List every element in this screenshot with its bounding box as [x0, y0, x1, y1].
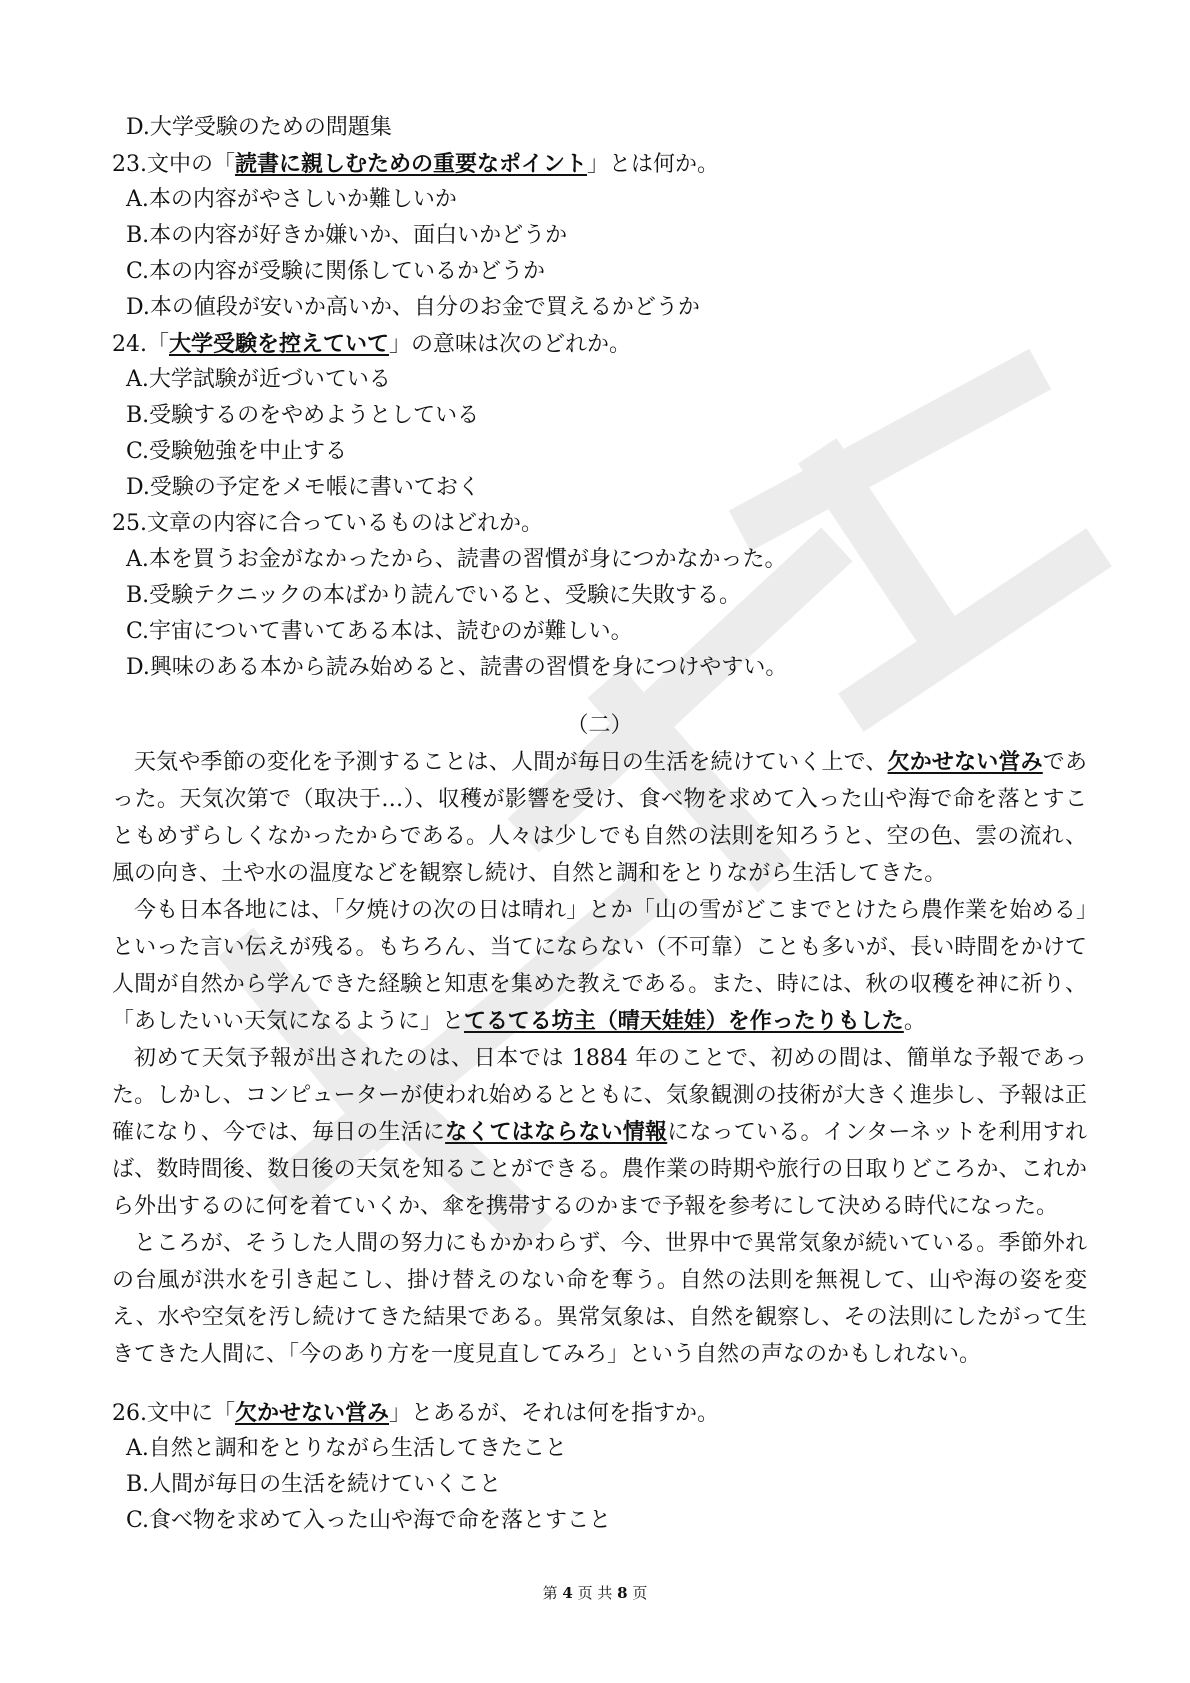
q26-option-a: A.自然と調和をとりながら生活してきたこと	[126, 1436, 567, 1461]
q24-stem-prefix: 24.「	[112, 332, 169, 357]
p2-underlined-phrase: てるてる坊主（晴天娃娃）を作ったりもした	[464, 1008, 904, 1034]
p1-text-after: であった。天気次第で（取决于…）、収穫が影響を受け、食べ物を求めて入った山や海で命を落とすこともめずらしくなかったからである。人々は少しでも自然の法則を知ろうと、空の色、雲の流れ、風の向き、土や水の温度などを観察し続け、自然と調和をとりながら生活してきた。	[112, 750, 1087, 886]
q25-option-d: D.興味のある本から読み始めると、読書の習慣を身につけやすい。	[126, 655, 788, 680]
passage-paragraph-3	[112, 1040, 1087, 1225]
p1-underlined-phrase: 欠かせない営み	[887, 749, 1043, 775]
page-footer	[0, 1582, 1190, 1603]
q23-stem	[112, 146, 1087, 182]
q23-option-a: A.本の内容がやさしいか難しいか	[126, 187, 457, 212]
q25-stem: 25.文章の内容に合っているものはどれか。	[112, 511, 543, 536]
q26-stem	[112, 1395, 1087, 1431]
total-pages: 8	[617, 1584, 628, 1602]
p2-text-after: 。	[903, 1009, 926, 1034]
exam-page	[112, 110, 1087, 1539]
q23-option-c: C.本の内容が受験に関係しているかどうか	[126, 259, 546, 284]
q25-option-b: B.受験テクニックの本ばかり読んでいると、受験に失敗する。	[126, 583, 741, 608]
p3-text-before: 初めて天気予報が出されたのは、日本では 1884 年のことで、初めの間は、簡単な予報であった。しかし、コンピューターが使われ始めるとともに、気象観測の技術が大きく進歩し、予報は正確になり、今では、毎日の生活に	[112, 1046, 1087, 1145]
q23-stem-prefix: 23.文中の「	[112, 152, 235, 177]
q24-option-c: C.受験勉強を中止する	[126, 439, 348, 464]
q24-stem	[112, 326, 1087, 362]
q26-stem-suffix: 」とあるが、それは何を指すか。	[389, 1401, 720, 1426]
q26-option-b: B.人間が毎日の生活を続けていくこと	[126, 1472, 502, 1497]
q26-underlined-phrase: 欠かせない営み	[235, 1400, 390, 1426]
passage-paragraph-4: ところが、そうした人間の努力にもかかわらず、今、世界中で異常気象が続いている。季節外れの台風が洪水を引き起こし、掛け替えのない命を奪う。自然の法則を無視して、山や海の姿を変え、水や空気を汚し続けてきた結果である。異常気象は、自然を観察し、その法則にしたがって生きてきた人間に、「今のあり方を一度見直してみろ」という自然の声なのかもしれない。	[112, 1231, 1087, 1367]
footer-middle: 页 共	[577, 1584, 613, 1602]
spacer	[112, 1373, 1087, 1395]
q25-option-a: A.本を買うお金がなかったから、読書の習慣が身につかなかった。	[126, 547, 787, 572]
passage-paragraph-2	[112, 892, 1087, 1040]
q23-stem-suffix: 」とは何か。	[587, 152, 720, 177]
section-title: （二）	[566, 713, 633, 738]
q25-option-c: C.宇宙について書いてある本は、読むのが難しい。	[126, 619, 633, 644]
q23-option-b: B.本の内容が好きか嫌いか、面白いかどうか	[126, 223, 568, 248]
q24-option-b: B.受験するのをやめようとしている	[126, 403, 480, 428]
footer-prefix: 第	[542, 1584, 558, 1602]
passage-paragraph-1	[112, 744, 1087, 892]
p3-text-after: になっている。インターネットを利用すれば、数時間後、数日後の天気を知ることができる。農作業の時期や旅行の日取りどころか、これから外出するのに何を着ていくか、傘を携帯するのかまで予報を参考にして決める時代になった。	[112, 1120, 1087, 1219]
q24-underlined-phrase: 大学受験を控えていて	[169, 331, 390, 357]
p1-text-before: 天気や季節の変化を予測することは、人間が毎日の生活を続けていく上で、	[134, 750, 888, 775]
q26-option-c: C.食べ物を求めて入った山や海で命を落とすこと	[126, 1508, 612, 1533]
p2-text-before: 今も日本各地には、「夕焼けの次の日は晴れ」とか「山の雪がどこまでとけたら農作業を始める」といった言い伝えが残る。もちろん、当てにならない（不可靠）ことも多いが、長い時間をかけて人間が自然から学んできた経験と知恵を集めた教えである。また、時には、秋の収穫を神に祈り、「あしたいい天気になるように」と	[112, 898, 1087, 1034]
p3-underlined-phrase: なくてはならない情報	[445, 1119, 668, 1145]
q24-option-d: D.受験の予定をメモ帳に書いておく	[126, 475, 480, 500]
q23-option-d: D.本の値段が安いか高いか、自分のお金で買えるかどうか	[126, 295, 700, 320]
q26-stem-prefix: 26.文中に「	[112, 1401, 235, 1426]
q22-option-d: D.大学受験のための問題集	[126, 115, 392, 140]
page-number: 4	[562, 1584, 573, 1602]
q24-stem-suffix: 」の意味は次のどれか。	[389, 332, 632, 357]
q24-option-a: A.大学試験が近づいている	[126, 367, 391, 392]
footer-suffix: 页	[632, 1584, 648, 1602]
q23-underlined-phrase: 読書に親しむための重要なポイント	[235, 151, 588, 177]
